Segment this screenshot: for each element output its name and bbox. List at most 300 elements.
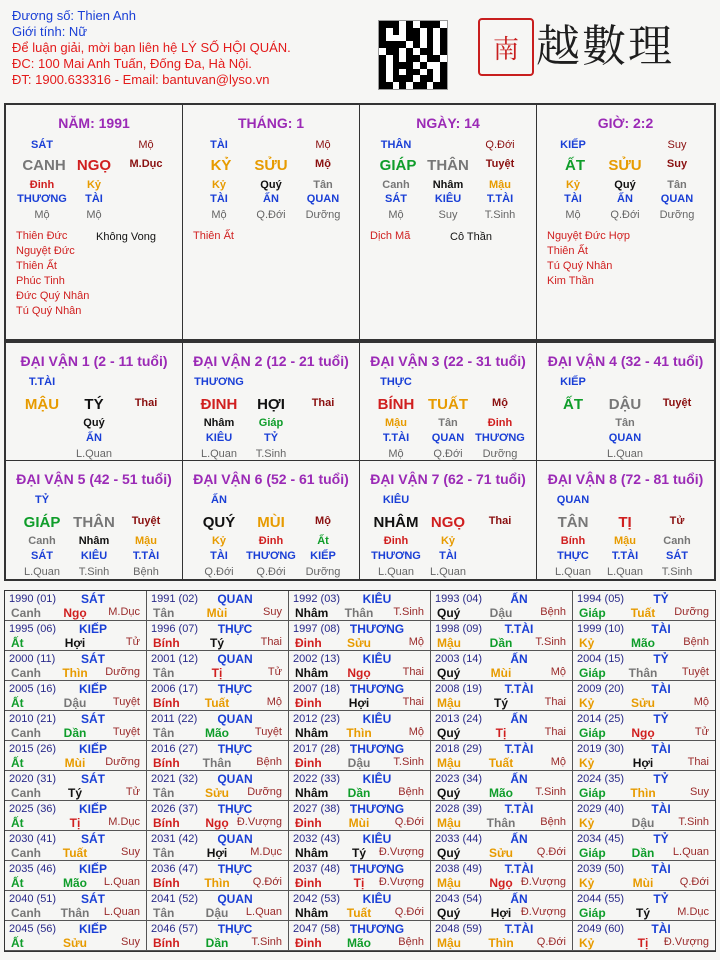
extra-star: Không Vong	[96, 231, 156, 243]
year-label: 2047 (58)	[293, 923, 341, 935]
hidden-ten-god: TÀI	[85, 193, 103, 205]
logo-text: 越數理	[536, 21, 674, 72]
hidden-stem: Kỷ	[211, 179, 227, 191]
hidden-stem: Quý	[614, 179, 636, 191]
year-stem: Bính	[153, 636, 180, 650]
hidden-stage: Q.Đới	[204, 566, 234, 578]
year-ten-god: ẤN	[510, 652, 528, 666]
year-stem: Mậu	[437, 636, 461, 650]
year-stem: Canh	[11, 666, 41, 680]
year-ten-god: TÀI	[651, 682, 671, 696]
year-ten-god: KIÊU	[362, 592, 392, 606]
year-label: 2029 (40)	[577, 803, 625, 815]
year-life-stage: T.Sinh	[251, 936, 282, 948]
hidden-stem: Mậu	[614, 535, 636, 547]
special-star: Dịch Mã	[370, 230, 411, 242]
year-label: 2013 (24)	[435, 713, 483, 725]
year-stem: Nhâm	[295, 666, 329, 680]
year-life-stage: Dưỡng	[674, 606, 709, 618]
year-life-stage: Tử	[694, 726, 709, 738]
hidden-stem: Đinh	[258, 535, 284, 547]
owner-name: Đương số: Thien Anh	[12, 8, 136, 23]
hidden-stage: L.Quan	[606, 566, 644, 578]
year-life-stage: Suy	[690, 786, 709, 798]
year-stem: Quý	[437, 606, 461, 620]
year-branch: Hợi	[64, 636, 86, 650]
year-branch: Tý	[67, 786, 83, 800]
heavenly-stem: QUÝ	[202, 514, 236, 531]
year-stem: Ất	[11, 636, 24, 650]
hidden-stem: Ất	[317, 535, 329, 547]
year-ten-god: ẤN	[510, 592, 528, 606]
year-life-stage: Dưỡng	[105, 756, 140, 768]
year-label: 2035 (46)	[9, 863, 57, 875]
year-life-stage: Mộ	[693, 696, 709, 708]
hidden-ten-god: T.TÀI	[382, 432, 410, 444]
hidden-ten-god: KIÊU	[434, 193, 462, 205]
year-stem: Canh	[11, 726, 41, 740]
year-ten-god: THỰC	[217, 682, 253, 696]
hidden-stage: Q.Đới	[256, 566, 286, 578]
year-cell	[5, 891, 147, 921]
year-stem: Nhâm	[295, 846, 329, 860]
year-branch: Thân	[628, 666, 658, 680]
year-branch: Tuất	[62, 846, 88, 860]
year-stem: Nhâm	[295, 906, 329, 920]
year-life-stage: Dưỡng	[247, 786, 282, 798]
year-cell	[573, 711, 715, 741]
hidden-ten-god: SÁT	[666, 550, 688, 562]
year-life-stage: T.Sinh	[678, 816, 709, 828]
earthly-branch: MÙI	[257, 514, 285, 531]
hidden-stem: Canh	[663, 535, 691, 547]
year-life-stage: Q.Đới	[252, 876, 282, 888]
hidden-stem: Bính	[560, 535, 586, 547]
year-cell	[431, 591, 573, 621]
year-ten-god: THỰC	[217, 862, 253, 876]
special-star: Nguyệt Đức Hợp	[547, 230, 631, 242]
pillar-cell	[360, 105, 537, 339]
year-stem: Quý	[437, 906, 461, 920]
year-life-stage: T.Sinh	[393, 756, 424, 768]
pillar-cell	[183, 105, 360, 339]
year-stem: Tân	[153, 786, 175, 800]
year-life-stage: Đ.Vượng	[663, 936, 709, 948]
year-cell	[5, 741, 147, 771]
year-life-stage: Tử	[125, 636, 140, 648]
hidden-stage: L.Quan	[377, 566, 415, 578]
year-ten-god: TÀI	[651, 862, 671, 876]
special-stars	[370, 229, 410, 244]
year-ten-god: TÀI	[651, 922, 671, 936]
hidden-ten-god: TÀI	[210, 550, 228, 562]
hidden-stage: Dưỡng	[482, 448, 518, 460]
year-label: 2002 (13)	[293, 653, 341, 665]
year-branch: Hợi	[632, 756, 654, 770]
year-label: 2008 (19)	[435, 683, 483, 695]
year-life-stage: L.Quan	[103, 906, 140, 918]
year-ten-god: TỶ	[653, 592, 669, 606]
hidden-stem: Đinh	[487, 417, 513, 429]
year-label: 1997 (08)	[293, 623, 341, 635]
year-ten-god: QUAN	[217, 652, 253, 666]
earthly-branch: DẬU	[608, 396, 642, 413]
year-label: 2011 (22)	[151, 713, 198, 725]
life-stage: Tuyệt	[131, 515, 161, 527]
year-stem: Nhâm	[295, 606, 329, 620]
year-cell	[431, 861, 573, 891]
year-stem: Giáp	[579, 726, 606, 740]
year-ten-god: T.TÀI	[504, 862, 534, 876]
year-branch: Mùi	[490, 666, 512, 680]
year-cell	[431, 711, 573, 741]
year-cell	[573, 741, 715, 771]
year-stem: Ất	[11, 816, 24, 830]
hidden-ten-god: TÀI	[564, 193, 582, 205]
heavenly-stem: GIÁP	[379, 157, 417, 174]
hidden-ten-god: TÀI	[439, 550, 457, 562]
dai-van-cell	[537, 461, 714, 579]
year-life-stage: Bệnh	[683, 636, 709, 648]
year-stem: Giáp	[579, 846, 606, 860]
year-branch: Dậu	[631, 816, 655, 830]
year-stem: Mậu	[437, 696, 461, 710]
year-branch: Thìn	[488, 936, 514, 950]
year-life-stage: Suy	[121, 936, 140, 948]
hidden-stem: Tân	[615, 417, 635, 429]
four-pillars-grid	[4, 103, 716, 341]
heavenly-stem: ẤT	[565, 157, 585, 174]
year-branch: Mão	[631, 636, 655, 650]
year-cell	[431, 891, 573, 921]
earthly-branch: TÝ	[84, 396, 104, 413]
year-cell	[289, 801, 431, 831]
pillar-title: THÁNG: 1	[237, 115, 305, 131]
year-ten-god: THƯƠNG	[349, 682, 405, 696]
year-life-stage: M.Dục	[108, 606, 140, 618]
year-life-stage: Đ.Vượng	[378, 876, 424, 888]
earthly-branch: HỢI	[257, 396, 285, 413]
year-ten-god: T.TÀI	[504, 742, 534, 756]
year-stem: Mậu	[437, 816, 461, 830]
year-branch: Tị	[495, 726, 507, 740]
year-label: 1992 (03)	[293, 593, 341, 605]
dai-van-cell	[6, 343, 183, 461]
year-stem: Đinh	[295, 816, 322, 830]
year-label: 2041 (52)	[151, 893, 199, 905]
year-label: 2000 (11)	[9, 653, 56, 665]
year-cell	[5, 921, 147, 951]
special-star: Thiên Ất	[193, 230, 234, 242]
year-ten-god: TÀI	[651, 802, 671, 816]
hidden-ten-god: THƯƠNG	[17, 193, 67, 205]
year-cell	[289, 771, 431, 801]
hidden-ten-god: THƯƠNG	[475, 432, 525, 444]
year-ten-god: ẤN	[510, 832, 528, 846]
year-stem: Canh	[11, 846, 41, 860]
hidden-ten-god: QUAN	[431, 432, 465, 444]
year-life-stage: Tuyệt	[254, 726, 282, 738]
special-star: Nguyệt Đức	[16, 245, 75, 257]
year-branch: Sửu	[488, 846, 514, 860]
year-life-stage: Thai	[544, 696, 566, 708]
year-cell	[147, 651, 289, 681]
year-life-stage: Đ.Vượng	[520, 876, 566, 888]
year-life-stage: L.Quan	[103, 876, 140, 888]
year-cell	[289, 741, 431, 771]
special-star: Phúc Tinh	[16, 275, 65, 287]
year-branch: Mùi	[348, 816, 370, 830]
hidden-stage: T.Sinh	[661, 566, 693, 578]
year-label: 1996 (07)	[151, 623, 199, 635]
year-label: 1994 (05)	[577, 593, 625, 605]
year-cell	[431, 921, 573, 951]
year-stem: Canh	[11, 906, 41, 920]
year-branch: Mão	[347, 936, 371, 950]
year-branch: Thân	[344, 606, 374, 620]
hidden-stem: Canh	[28, 535, 56, 547]
year-ten-god: SÁT	[81, 832, 105, 846]
pillar-cell	[537, 105, 714, 339]
year-cell	[431, 681, 573, 711]
hidden-ten-god: QUAN	[660, 193, 694, 205]
year-stem: Kỷ	[579, 936, 595, 950]
year-stem: Kỷ	[579, 636, 595, 650]
year-life-stage: Tuyệt	[681, 666, 709, 678]
hidden-stem: Mậu	[489, 179, 511, 191]
year-branch: Tị	[353, 876, 365, 890]
year-stem: Giáp	[579, 666, 606, 680]
year-cell	[5, 591, 147, 621]
year-cell	[431, 651, 573, 681]
hidden-stage: Suy	[438, 209, 458, 221]
year-branch: Mùi	[206, 606, 228, 620]
year-cell	[289, 861, 431, 891]
year-stem: Kỷ	[579, 756, 595, 770]
year-ten-god: TỶ	[653, 772, 669, 786]
year-cell	[5, 711, 147, 741]
year-ten-god: ẤN	[510, 772, 528, 786]
year-stem: Tân	[153, 726, 175, 740]
year-branch: Hợi	[490, 906, 512, 920]
year-branch: Tị	[637, 936, 649, 950]
hidden-stem: Kỷ	[211, 535, 227, 547]
year-life-stage: L.Quan	[245, 906, 282, 918]
dai-van-cell	[6, 461, 183, 579]
hidden-stage: L.Quan	[75, 448, 113, 460]
year-ten-god: QUAN	[217, 892, 253, 906]
year-branch: Ngọ	[63, 606, 87, 620]
year-stem: Bính	[153, 756, 180, 770]
year-ten-god: TỶ	[653, 832, 669, 846]
heavenly-stem: GIÁP	[23, 514, 61, 531]
dai-van-title: ĐẠI VẬN 1 (2 - 11 tuổi)	[20, 353, 168, 369]
year-table	[4, 590, 716, 952]
year-ten-god: KIẾP	[78, 682, 108, 696]
year-cell	[289, 681, 431, 711]
year-ten-god: TỶ	[653, 712, 669, 726]
year-cell	[573, 891, 715, 921]
year-cell	[431, 801, 573, 831]
year-branch: Thìn	[630, 786, 656, 800]
dai-van-title: ĐẠI VẬN 5 (42 - 51 tuổi)	[16, 471, 172, 487]
address-line: ĐC: 100 Mai Anh Tuấn, Đống Đa, Hà Nội.	[12, 56, 252, 71]
hidden-stage: L.Quan	[429, 566, 467, 578]
year-life-stage: Mộ	[550, 756, 566, 768]
special-star: Thiên Ất	[16, 260, 57, 272]
year-stem: Ất	[11, 936, 24, 950]
year-cell	[147, 831, 289, 861]
hidden-stage: L.Quan	[606, 448, 644, 460]
year-life-stage: Q.Đới	[394, 816, 424, 828]
hidden-stem: Quý	[83, 417, 105, 429]
year-life-stage: Đ.Vượng	[378, 846, 424, 858]
year-stem: Tân	[153, 666, 175, 680]
hidden-ten-god: ẤN	[617, 193, 633, 205]
heavenly-stem: TÂN	[557, 514, 589, 531]
dai-van-title: ĐẠI VẬN 4 (32 - 41 tuổi)	[547, 353, 704, 369]
year-branch: Tị	[211, 666, 223, 680]
hidden-stage: T.Sinh	[255, 448, 287, 460]
year-branch: Ngọ	[631, 726, 655, 740]
year-branch: Mão	[205, 726, 229, 740]
year-branch: Dần	[347, 786, 371, 800]
year-stem: Đinh	[295, 636, 322, 650]
year-life-stage: T.Sinh	[535, 636, 566, 648]
year-cell	[5, 801, 147, 831]
year-label: 2012 (23)	[293, 713, 341, 725]
qr-code[interactable]	[378, 20, 448, 90]
year-life-stage: Thai	[402, 666, 424, 678]
year-ten-god: KIÊU	[362, 772, 392, 786]
hidden-ten-god: QUAN	[306, 193, 340, 205]
heavenly-stem: NHÂM	[373, 514, 419, 531]
ten-god-label: SÁT	[31, 139, 53, 151]
year-stem: Đinh	[295, 876, 322, 890]
year-life-stage: Bệnh	[256, 756, 282, 768]
year-ten-god: THỰC	[217, 742, 253, 756]
year-life-stage: Bệnh	[540, 606, 566, 618]
year-branch: Dậu	[347, 756, 371, 770]
hidden-stage: T.Sinh	[484, 209, 516, 221]
year-life-stage: Mộ	[408, 726, 424, 738]
year-ten-god: QUAN	[217, 832, 253, 846]
year-label: 2017 (28)	[293, 743, 341, 755]
year-ten-god: T.TÀI	[504, 682, 534, 696]
year-stem: Mậu	[437, 756, 461, 770]
ten-god-label: QUAN	[556, 494, 590, 506]
pillar-title: NĂM: 1991	[58, 115, 130, 131]
year-ten-god: QUAN	[217, 772, 253, 786]
year-cell	[147, 621, 289, 651]
year-cell	[147, 711, 289, 741]
year-label: 2007 (18)	[293, 683, 341, 695]
special-star: Tú Quý Nhân	[547, 260, 613, 272]
year-label: 2031 (42)	[151, 833, 199, 845]
year-ten-god: SÁT	[81, 772, 105, 786]
year-branch: Tý	[351, 846, 367, 860]
year-ten-god: THƯƠNG	[349, 802, 405, 816]
dai-van-title: ĐẠI VẬN 8 (72 - 81 tuổi)	[547, 471, 704, 487]
ten-god-label: THỰC	[380, 376, 412, 388]
year-branch: Mão	[489, 786, 513, 800]
hidden-ten-god: THƯƠNG	[371, 550, 421, 562]
year-label: 2015 (26)	[9, 743, 57, 755]
year-cell	[573, 681, 715, 711]
year-label: 2028 (39)	[435, 803, 483, 815]
dai-van-title: ĐẠI VẬN 3 (22 - 31 tuổi)	[370, 353, 526, 369]
year-label: 1993 (04)	[435, 593, 483, 605]
year-life-stage: Thai	[687, 756, 709, 768]
year-label: 2003 (14)	[435, 653, 483, 665]
dai-van-cell	[360, 461, 537, 579]
heavenly-stem: KỶ	[210, 157, 232, 174]
year-label: 2019 (30)	[577, 743, 625, 755]
year-ten-god: TỶ	[653, 652, 669, 666]
year-stem: Tân	[153, 846, 175, 860]
earthly-branch: NGỌ	[430, 514, 466, 531]
year-label: 2032 (43)	[293, 833, 341, 845]
year-branch: Thìn	[62, 666, 88, 680]
year-ten-god: TÀI	[651, 622, 671, 636]
year-branch: Tý	[209, 636, 225, 650]
year-cell	[573, 861, 715, 891]
hidden-stage: Mộ	[388, 209, 404, 221]
year-cell	[147, 591, 289, 621]
year-ten-god: ẤN	[510, 892, 528, 906]
year-cell	[573, 771, 715, 801]
year-life-stage: Q.Đới	[536, 936, 566, 948]
hidden-stage: Mộ	[86, 209, 102, 221]
year-label: 2043 (54)	[435, 893, 483, 905]
year-ten-god: KIÊU	[362, 832, 392, 846]
year-cell	[289, 831, 431, 861]
year-ten-god: THỰC	[217, 922, 253, 936]
year-life-stage: M.Dục	[250, 846, 282, 858]
year-ten-god: SÁT	[81, 592, 105, 606]
year-ten-god: THƯƠNG	[349, 862, 405, 876]
hidden-ten-god: TÀI	[210, 193, 228, 205]
year-branch: Tuất	[488, 756, 514, 770]
year-branch: Ngọ	[489, 876, 513, 890]
year-life-stage: Q.Đới	[394, 906, 424, 918]
year-cell	[573, 591, 715, 621]
year-label: 2021 (32)	[151, 773, 199, 785]
ten-god-label: THƯƠNG	[194, 376, 244, 388]
year-ten-god: TÀI	[651, 742, 671, 756]
year-stem: Canh	[11, 786, 41, 800]
year-life-stage: Suy	[263, 606, 282, 618]
year-ten-god: KIẾP	[78, 922, 108, 936]
year-cell	[147, 861, 289, 891]
year-ten-god: T.TÀI	[504, 802, 534, 816]
hidden-stem: Tân	[438, 417, 458, 429]
year-ten-god: SÁT	[81, 712, 105, 726]
year-cell	[289, 651, 431, 681]
ten-god-label: ẤN	[211, 494, 227, 506]
year-ten-god: THƯƠNG	[349, 922, 405, 936]
year-life-stage: Dưỡng	[105, 666, 140, 678]
heavenly-stem: ẤT	[563, 396, 583, 413]
year-label: 2038 (49)	[435, 863, 483, 875]
year-cell	[289, 711, 431, 741]
hidden-ten-god: SÁT	[385, 193, 407, 205]
special-star: Đức Quý Nhân	[16, 290, 90, 302]
dai-van-cell	[537, 343, 714, 461]
year-life-stage: M.Dục	[677, 906, 709, 918]
year-label: 1995 (06)	[9, 623, 57, 635]
year-cell	[147, 801, 289, 831]
